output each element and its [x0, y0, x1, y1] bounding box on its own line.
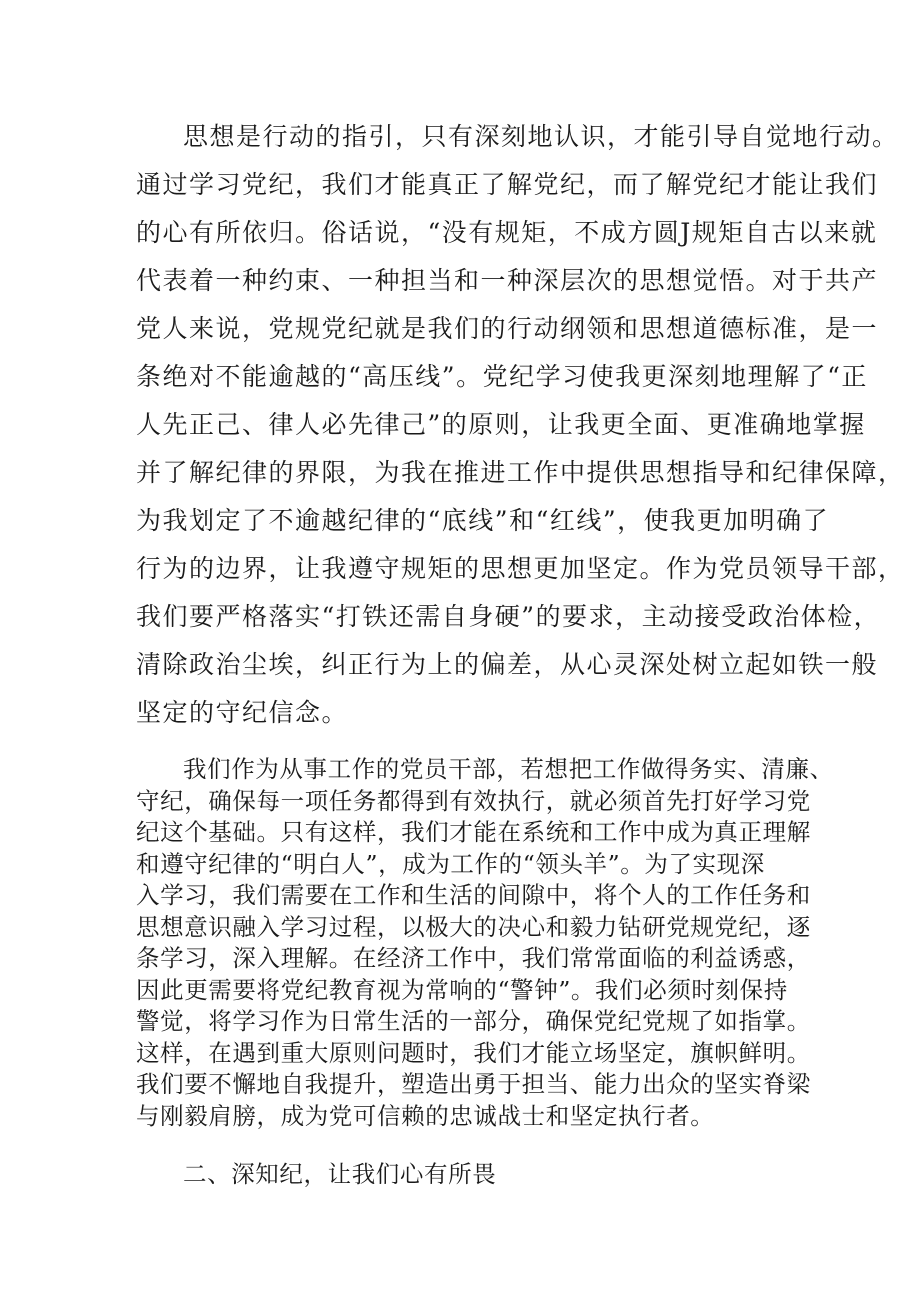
- paragraph-line: 党人来说，党规党纪就是我们的行动纲领和思想道德标准，是一: [136, 314, 879, 343]
- paragraph-line: 通过学习党纪，我们才能真正了解党纪，而了解党纪才能让我们: [136, 170, 879, 199]
- paragraph-line: 我们要严格落实“打铁还需自身硬”的要求，主动接受政治体检，: [136, 602, 881, 631]
- paragraph-line: 行为的边界，让我遵守规矩的思想更加坚定。作为党员领导干部，: [136, 554, 905, 583]
- paragraph-line: 守纪，确保每一项任务都得到有效执行，就必须首先打好学习党: [136, 787, 811, 815]
- paragraph-line: 这样，在遇到重大原则问题时，我们才能立场坚定，旗帜鲜明。: [136, 1039, 811, 1067]
- section-heading: 二、深知纪，让我们心有所畏: [183, 1160, 497, 1188]
- paragraph-line: 人先正己、律人必先律己”的原则，让我更全面、更准确地掌握: [136, 410, 866, 439]
- paragraph-line: 并了解纪律的界限，为我在推进工作中提供思想指导和纪律保障，: [136, 458, 905, 487]
- paragraph-line: 纪这个基础。只有这样，我们才能在系统和工作中成为真正理解: [136, 818, 811, 846]
- paragraph-line: 与刚毅肩膀，成为党可信赖的忠诚战士和坚定执行者。: [136, 1102, 715, 1130]
- paragraph-line: 为我划定了不逾越纪律的“底线”和“红线”，使我更加明确了: [136, 506, 830, 535]
- paragraph-line: 思想是行动的指引，只有深刻地认识，才能引导自觉地行动。: [183, 122, 899, 151]
- paragraph-line: 和遵守纪律的“明白人”，成为工作的“领头羊”。为了实现深: [136, 850, 765, 878]
- paragraph-line: 我们作为从事工作的党员干部，若想把工作做得务实、清廉、: [183, 755, 834, 783]
- paragraph-line: 我们要不懈地自我提升，塑造出勇于担当、能力出众的坚实脊梁: [136, 1070, 811, 1098]
- paragraph-line: 条学习，深入理解。在经济工作中，我们常常面临的利益诱惑，: [136, 944, 811, 972]
- paragraph-line: 条绝对不能逾越的“高压线”。党纪学习使我更深刻地理解了“正: [136, 362, 868, 391]
- paragraph-line: 入学习，我们需要在工作和生活的间隙中，将个人的工作任务和: [136, 881, 811, 909]
- paragraph-line: 因此更需要将党纪教育视为常响的“警钟”。我们必须时刻保持: [136, 976, 788, 1004]
- paragraph-line: 警觉，将学习作为日常生活的一部分，确保党纪党规了如指掌。: [136, 1007, 811, 1035]
- paragraph-line: 的心有所依归。俗话说，“没有规矩，不成方圆J规矩自古以来就: [136, 218, 878, 247]
- paragraph-line: 思想意识融入学习过程，以极大的决心和毅力钻研党规党纪，逐: [136, 913, 811, 941]
- paragraph-line: 清除政治尘埃，纠正行为上的偏差，从心灵深处树立起如铁一般: [136, 650, 879, 679]
- paragraph-line: 坚定的守纪信念。: [136, 698, 349, 727]
- paragraph-line: 代表着一种约束、一种担当和一种深层次的思想觉悟。对于共产: [136, 266, 879, 295]
